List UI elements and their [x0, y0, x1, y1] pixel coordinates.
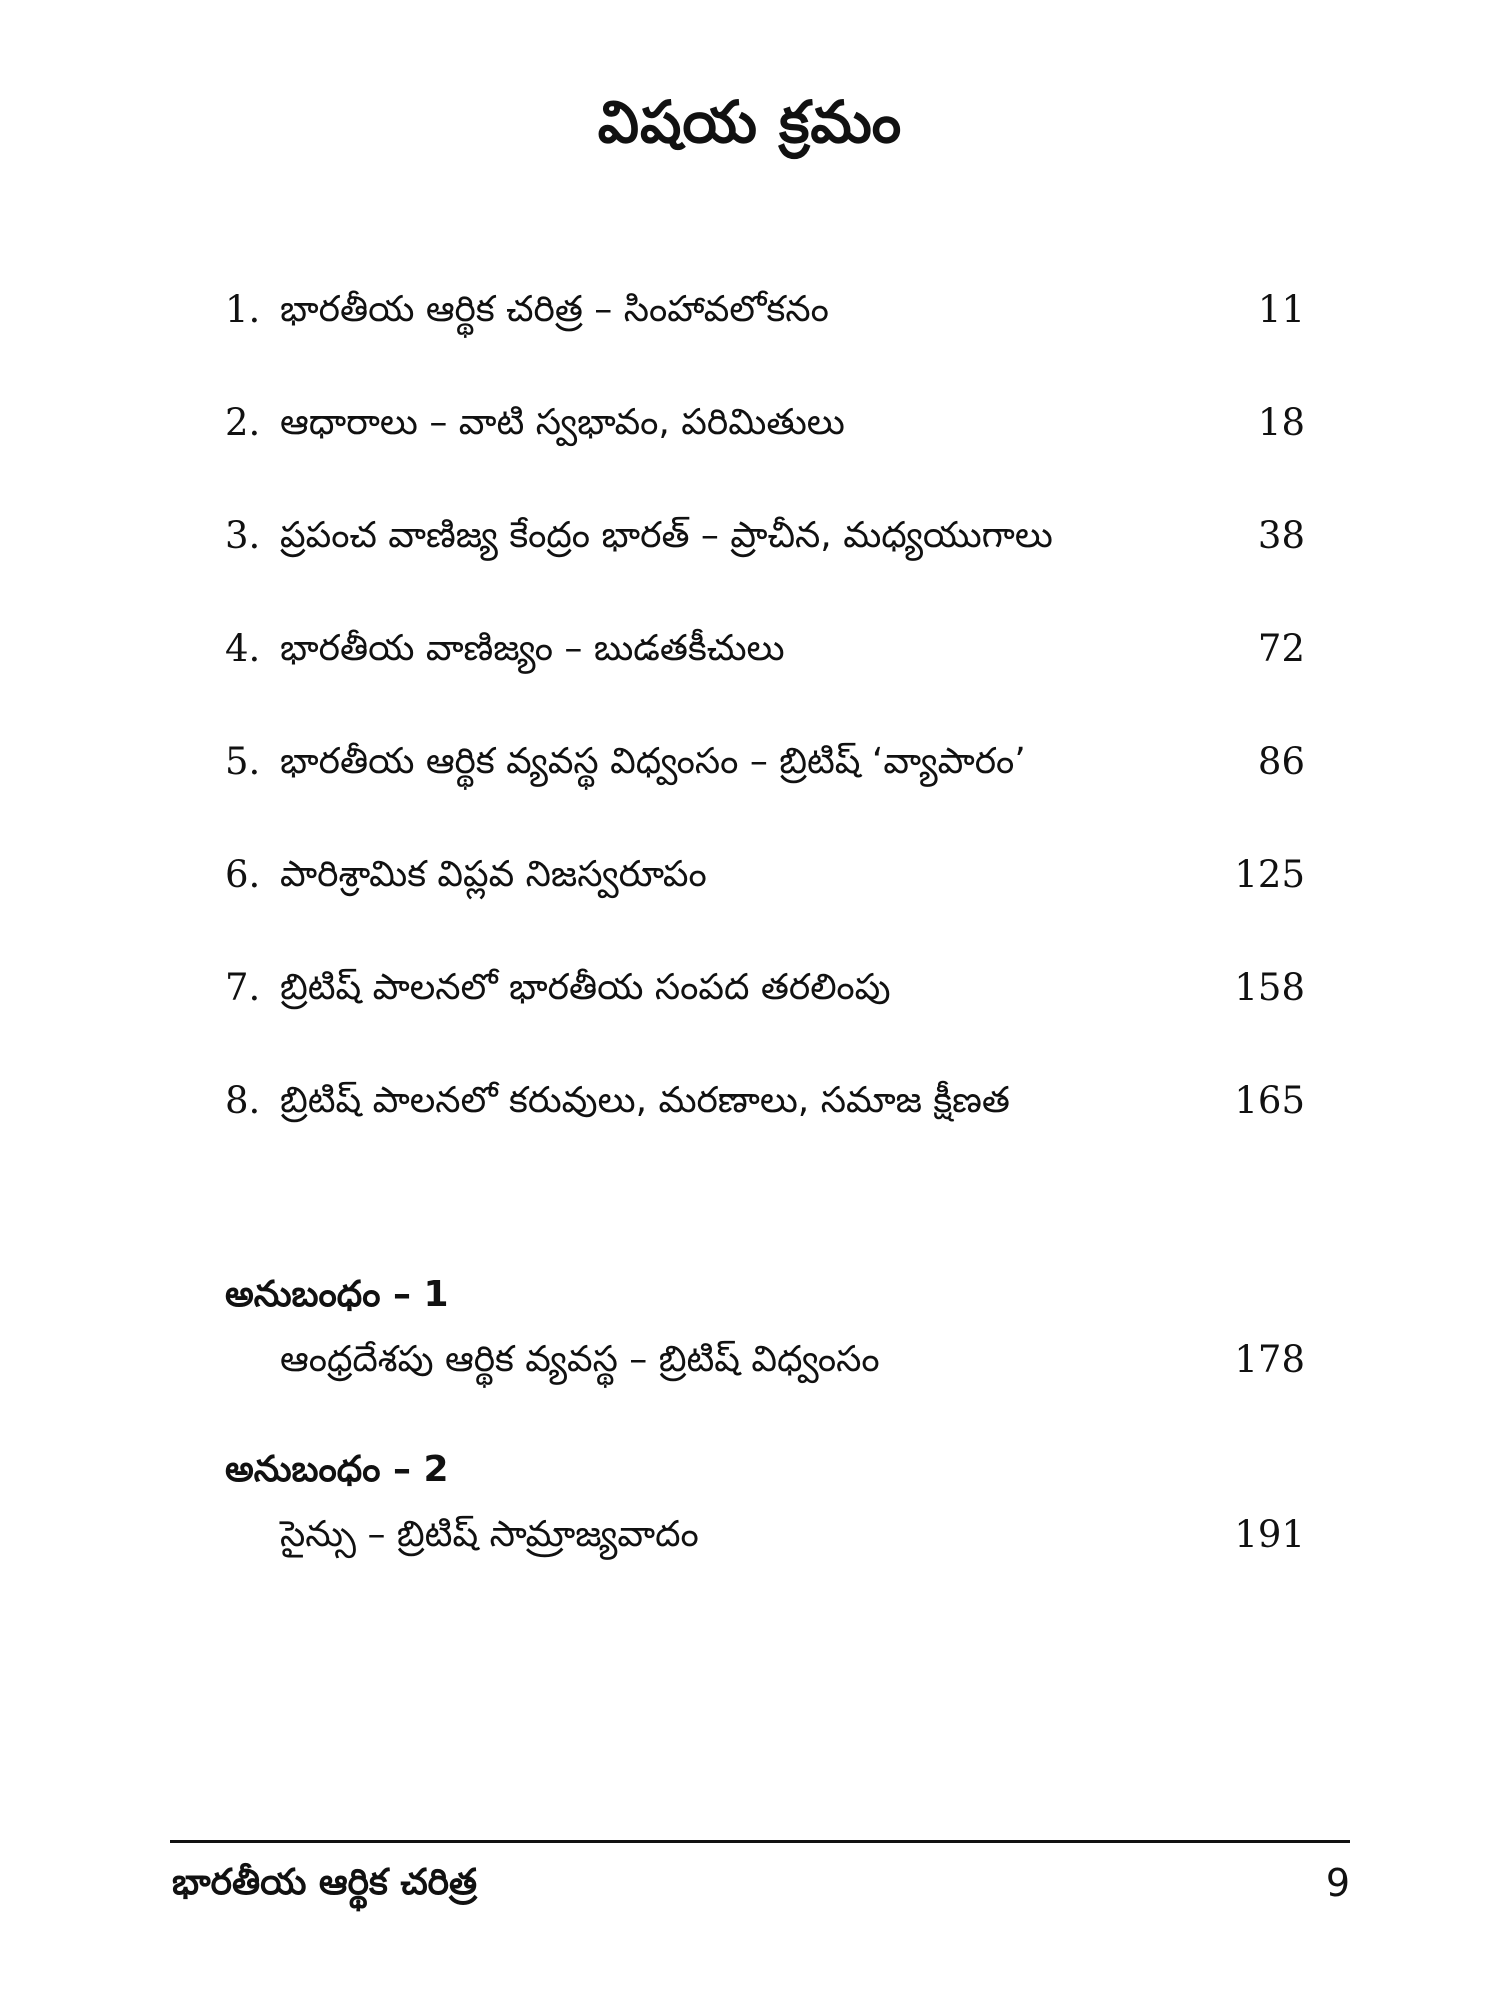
toc-entry-7: [225, 948, 1305, 1061]
toc-entry-6: [225, 835, 1305, 948]
toc-entry-5: [225, 722, 1305, 835]
toc-entry-page: 11: [1257, 288, 1305, 331]
footer-page-number: 9: [1325, 1861, 1350, 1905]
toc-entry-number: 1.: [225, 288, 261, 331]
toc-entry-title: బ్రిటిష్ పాలనలో కరువులు, మరణాలు, సమాజ క్షీణత: [280, 1080, 1010, 1121]
toc-entry-title: భారతీయ ఆర్థిక చరిత్ర – సింహావలోకనం: [280, 289, 829, 330]
appendix-entry-page: 191: [1234, 1513, 1305, 1556]
toc-entry-title: ప్రపంచ వాణిజ్య కేంద్రం భారత్ – ప్రాచీన, మధ్యయుగాలు: [280, 515, 1053, 556]
toc-entry-page: 86: [1257, 740, 1305, 783]
toc-entry-3: [225, 496, 1305, 609]
toc-entry-page: 158: [1234, 966, 1305, 1009]
appendix-heading: అనుబంధం – 1: [225, 1274, 449, 1315]
appendix-2: [225, 1440, 1305, 1580]
appendix-entry: [225, 1500, 1305, 1580]
toc-entry-number: 5.: [225, 740, 261, 783]
appendix-entry-page: 178: [1234, 1338, 1305, 1381]
toc-entry-2: [225, 383, 1305, 496]
toc-entry-number: 3.: [225, 514, 261, 557]
toc-entry-4: [225, 609, 1305, 722]
appendix-entry-title: సైన్సు – బ్రిటిష్ సామ్రాజ్యవాదం: [280, 1514, 699, 1555]
toc-entry-page: 165: [1234, 1079, 1305, 1122]
toc-entry-title: పారిశ్రామిక విప్లవ నిజస్వరూపం: [280, 854, 707, 895]
toc-entry-number: 8.: [225, 1079, 261, 1122]
footer-book-title: భారతీయ ఆర్థిక చరిత్ర: [172, 1862, 478, 1903]
toc-entry-title: బ్రిటిష్ పాలనలో భారతీయ సంపద తరలింపు: [280, 967, 891, 1008]
appendix-1: [225, 1265, 1305, 1405]
toc-entry-number: 6.: [225, 853, 261, 896]
toc-entry-page: 125: [1234, 853, 1305, 896]
toc-entry-title: భారతీయ ఆర్థిక వ్యవస్థ విధ్వంసం – బ్రిటిష్ ‘వ్యాపారం’: [280, 741, 1026, 782]
toc-entry-1: [225, 270, 1305, 383]
toc-entry-page: 72: [1257, 627, 1305, 670]
toc-entry-page: 18: [1257, 401, 1305, 444]
toc-entry-page: 38: [1257, 514, 1305, 557]
toc-entry-title: భారతీయ వాణిజ్యం – బుడతకీచులు: [280, 628, 785, 669]
appendix-entry: [225, 1325, 1305, 1405]
page-title: విషయ క్రమం: [597, 88, 903, 156]
appendix-heading: అనుబంధం – 2: [225, 1449, 449, 1490]
toc-entry-number: 4.: [225, 627, 261, 670]
footer-divider: [170, 1840, 1350, 1843]
toc-entry-number: 2.: [225, 401, 261, 444]
toc-entry-number: 7.: [225, 966, 261, 1009]
table-of-contents: [225, 270, 1305, 1174]
toc-entry-title: ఆధారాలు – వాటి స్వభావం, పరిమితులు: [280, 402, 845, 443]
appendix-entry-title: ఆంధ్రదేశపు ఆర్థిక వ్యవస్థ – బ్రిటిష్ విధ్వంసం: [280, 1339, 880, 1380]
toc-entry-8: [225, 1061, 1305, 1174]
